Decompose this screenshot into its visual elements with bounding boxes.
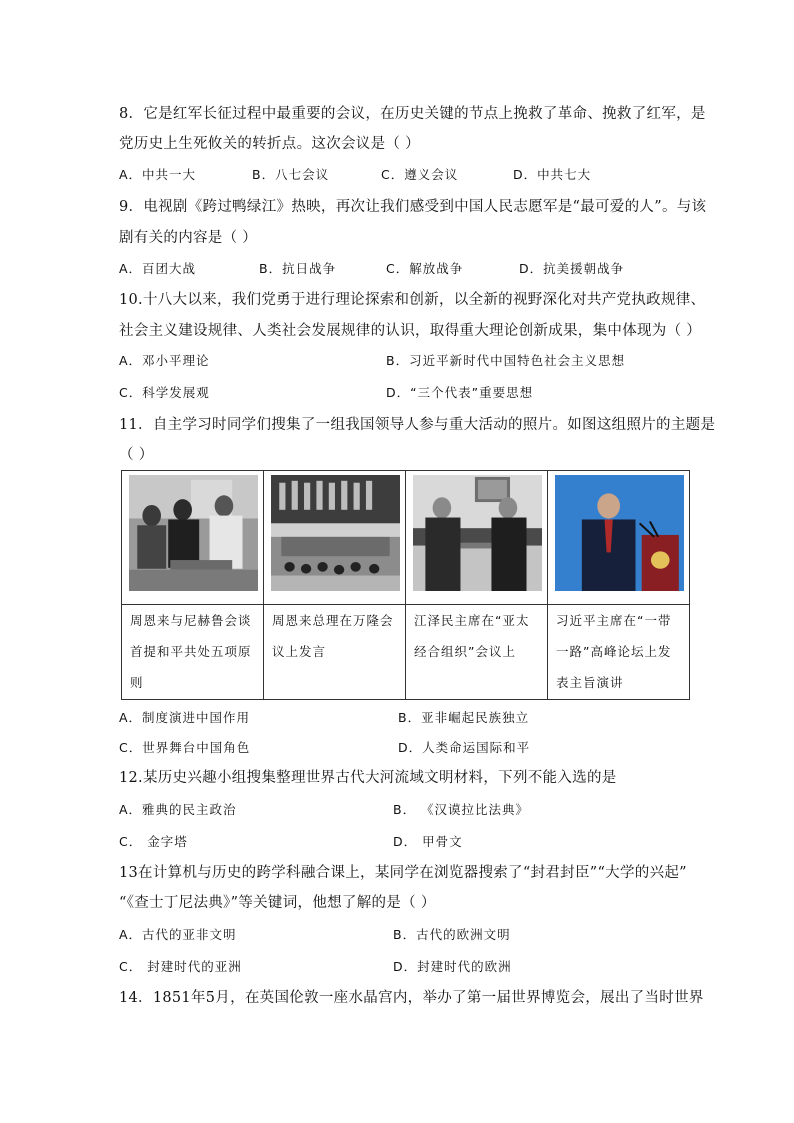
q13-option-b: B．古代的欧洲文明 (393, 927, 511, 942)
photo-cell-2 (264, 471, 406, 605)
question-8-line-1: 8．它是红军长征过程中最重要的会议，在历史关键的节点上挽救了革命、挽救了红军，是 (119, 106, 706, 122)
q9-option-d: D．抗美援朝战争 (519, 261, 625, 276)
question-8-line-2: 党历史上生死攸关的转折点。这次会议是（ ） (119, 136, 420, 152)
question-11-line-1: 11．自主学习时同学们搜集了一组我国领导人参与重大活动的照片。如图这组照片的主题是 (119, 417, 716, 433)
q13-option-c: C． 封建时代的亚洲 (119, 959, 242, 974)
question-10-line-1: 10.十八大以来，我们党勇于进行理论探索和创新，以全新的视野深化对共产党执政规律、 (119, 292, 706, 308)
q8-option-c: C．遵义会议 (381, 167, 459, 182)
q10-option-d: D．“三个代表”重要思想 (386, 385, 534, 400)
q13-option-d: D．封建时代的欧洲 (393, 959, 512, 974)
question-13-line-1: 13在计算机与历史的跨学科融合课上，某同学在浏览器搜索了“封君封臣”“大学的兴起” (119, 865, 687, 881)
q12-option-a: A．雅典的民主政治 (119, 802, 237, 817)
q12-option-d: D． 甲骨文 (393, 834, 463, 849)
q10-option-a: A．邓小平理论 (119, 353, 210, 368)
q9-option-a: A．百团大战 (119, 261, 197, 276)
question-9-line-2: 剧有关的内容是（ ） (119, 230, 258, 246)
q9-option-c: C．解放战争 (386, 261, 464, 276)
question-10-line-2: 社会主义建设规律、人类社会发展规律的认识，取得重大理论创新成果，集中体现为（ ） (119, 323, 702, 339)
photo-cell-1 (122, 471, 264, 605)
q10-option-b: B．习近平新时代中国特色社会主义思想 (386, 353, 626, 368)
q8-option-b: B．八七会议 (252, 167, 330, 182)
caption-4: 习近平主席在“一带一路”高峰论坛上发表主旨演讲 (556, 613, 672, 690)
photo-cell-4 (548, 471, 690, 605)
question-12-line-1: 12.某历史兴趣小组搜集整理世界古代大河流域文明材料，下列不能入选的是 (119, 770, 617, 786)
photo-table (121, 470, 690, 700)
q11-option-a: A．制度演进中国作用 (119, 710, 251, 725)
q12-option-b: B． 《汉谟拉比法典》 (393, 802, 530, 817)
question-14-line-1: 14．1851年5月，在英国伦敦一座水晶宫内，举办了第一届世界博览会，展出了当时世界 (119, 990, 704, 1006)
photo-cell-3 (406, 471, 548, 605)
q9-option-b: B．抗日战争 (259, 261, 337, 276)
question-9-line-1: 9．电视剧《跨过鸭绿江》热映，再次让我们感受到中国人民志愿军是“最可爱的人”。与该 (119, 199, 707, 215)
question-13-line-2: “《查士丁尼法典》”等关键词，他想了解的是（ ） (119, 895, 436, 911)
q12-option-c: C． 金字塔 (119, 834, 188, 849)
photo-belt-and-road-forum (555, 475, 684, 591)
caption-1: 周恩来与尼赫鲁会谈首提和平共处五项原则 (130, 613, 252, 690)
photo-bandung-conference (271, 475, 400, 591)
photo-apec-meeting (413, 475, 542, 591)
q11-option-b: B．亚非崛起民族独立 (398, 710, 530, 725)
caption-2: 周恩来总理在万隆会议上发言 (272, 613, 394, 659)
q10-option-c: C．科学发展观 (119, 385, 210, 400)
q11-option-d: D．人类命运国际和平 (398, 740, 531, 755)
q11-option-c: C．世界舞台中国角色 (119, 740, 251, 755)
question-11-line-2: （ ） (119, 447, 154, 463)
photo-nehru-meeting (129, 475, 258, 591)
q13-option-a: A．古代的亚非文明 (119, 927, 237, 942)
q8-option-a: A．中共一大 (119, 167, 197, 182)
q8-option-d: D．中共七大 (513, 167, 592, 182)
caption-3: 江泽民主席在“亚太经合组织”会议上 (414, 613, 530, 659)
